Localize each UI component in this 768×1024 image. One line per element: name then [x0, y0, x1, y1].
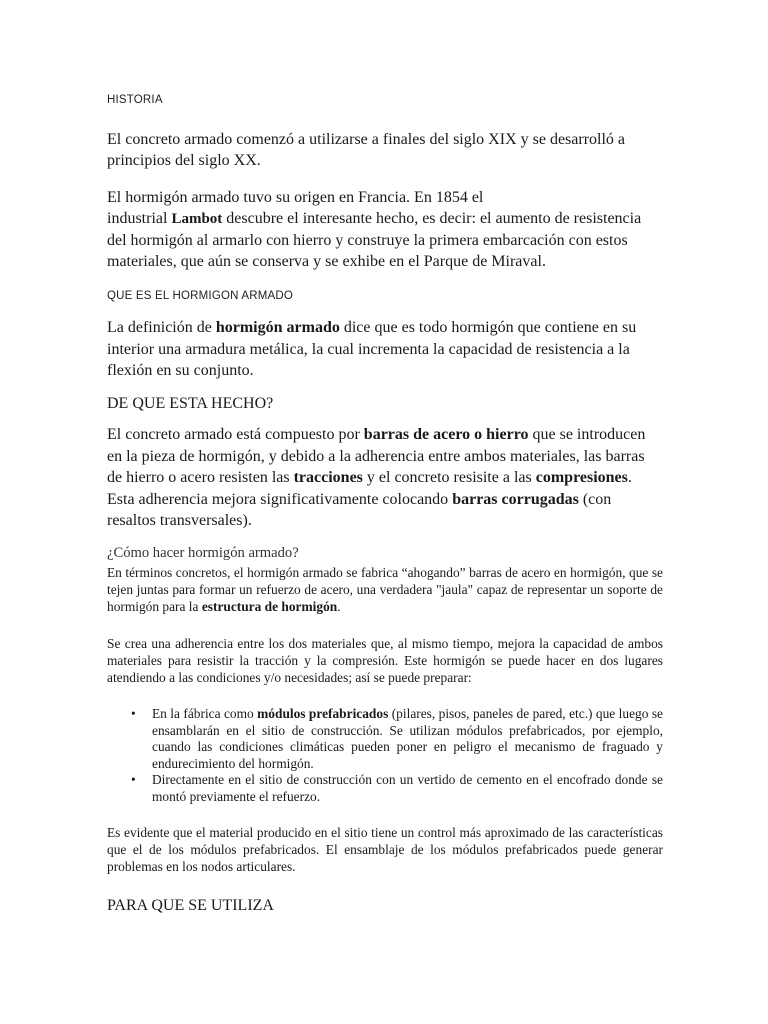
heading-que-es: QUE ES EL HORMIGON ARMADO [107, 290, 294, 302]
como-paragraph-1: En términos concretos, el hormigón armado se fabrica “ahogando” barras de acero en hormigón, que se tejen juntas para formar un refuerzo de acero, una verdadera "jaula" capaz de representar un soporte de hormigón para la estructura de hormigón. [107, 565, 663, 615]
list-item: • En la fábrica como módulos prefabricados (pilares, pisos, paneles de pared, etc.) que luego se ensamblarán en el sitio de construcción. Se utilizan módulos prefabricados, por ejemplo, cuando las condiciones climáticas pueden poner en peligro el mecanismo de fraguado y endurecimiento del hormigón. [131, 706, 663, 771]
heading-para-que-se-utiliza: PARA QUE SE UTILIZA [107, 897, 274, 914]
como-paragraph-2: Se crea una adherencia entre los dos materiales que, al mismo tiempo, mejora la capacidad de ambos materiales para resistir la tracción y la compresión. Este hormigón se puede hacer en dos lugares atendiendo a las condiciones y/o necesidades; así se puede preparar: [107, 636, 663, 686]
bullet-list [107, 706, 663, 806]
heading-historia: HISTORIA [107, 94, 163, 106]
historia-p2-line1: El hormigón armado tuvo su origen en Francia. En 1854 el [107, 189, 484, 206]
historia-paragraph-2: El hormigón armado tuvo su origen en Francia. En 1854 el industrial Lambot descubre el interesante hecho, es decir: el aumento de resistencia del hormigón al armarlo con hierro y construye la primera embarcación con estos materiales, que aún se conserva y se exhibe en el Parque de Miraval. [107, 187, 655, 272]
bullet-icon: • [131, 772, 136, 788]
heading-de-que-esta-hecho: DE QUE ESTA HECHO? [107, 395, 274, 412]
como-paragraph-3: Es evidente que el material producido en el sitio tiene un control más aproximado de las características que el de los módulos prefabricados. El ensamblaje de los módulos prefabricados puede generar problemas en los nodos articulares. [107, 825, 663, 875]
list-item: • Directamente en el sitio de construcción con un vertido de cemento en el encofrado donde se montó previamente el refuerzo. [131, 772, 663, 804]
de-que-paragraph: El concreto armado está compuesto por barras de acero o hierro que se introducen en la pieza de hormigón, y debido a la adherencia entre ambos materiales, las barras de hierro o acero resisten las tracciones y el concreto resisite a las compresiones. Esta adherencia mejora significativamente colocando barras corrugadas (con resaltos transversales). [107, 426, 646, 529]
historia-paragraph-1: El concreto armado comenzó a utilizarse a finales del siglo XIX y se desarrolló a principios del siglo XX. [107, 131, 626, 169]
lambot-name: Lambot [171, 211, 223, 227]
que-es-paragraph: La definición de hormigón armado dice que es todo hormigón que contiene en su interior una armadura metálica, la cual incrementa la capacidad de resistencia a la flexión en su conjunto. [107, 319, 637, 379]
heading-como-hacer: ¿Cómo hacer hormigón armado? [107, 545, 299, 561]
bullet-icon: • [131, 706, 136, 721]
